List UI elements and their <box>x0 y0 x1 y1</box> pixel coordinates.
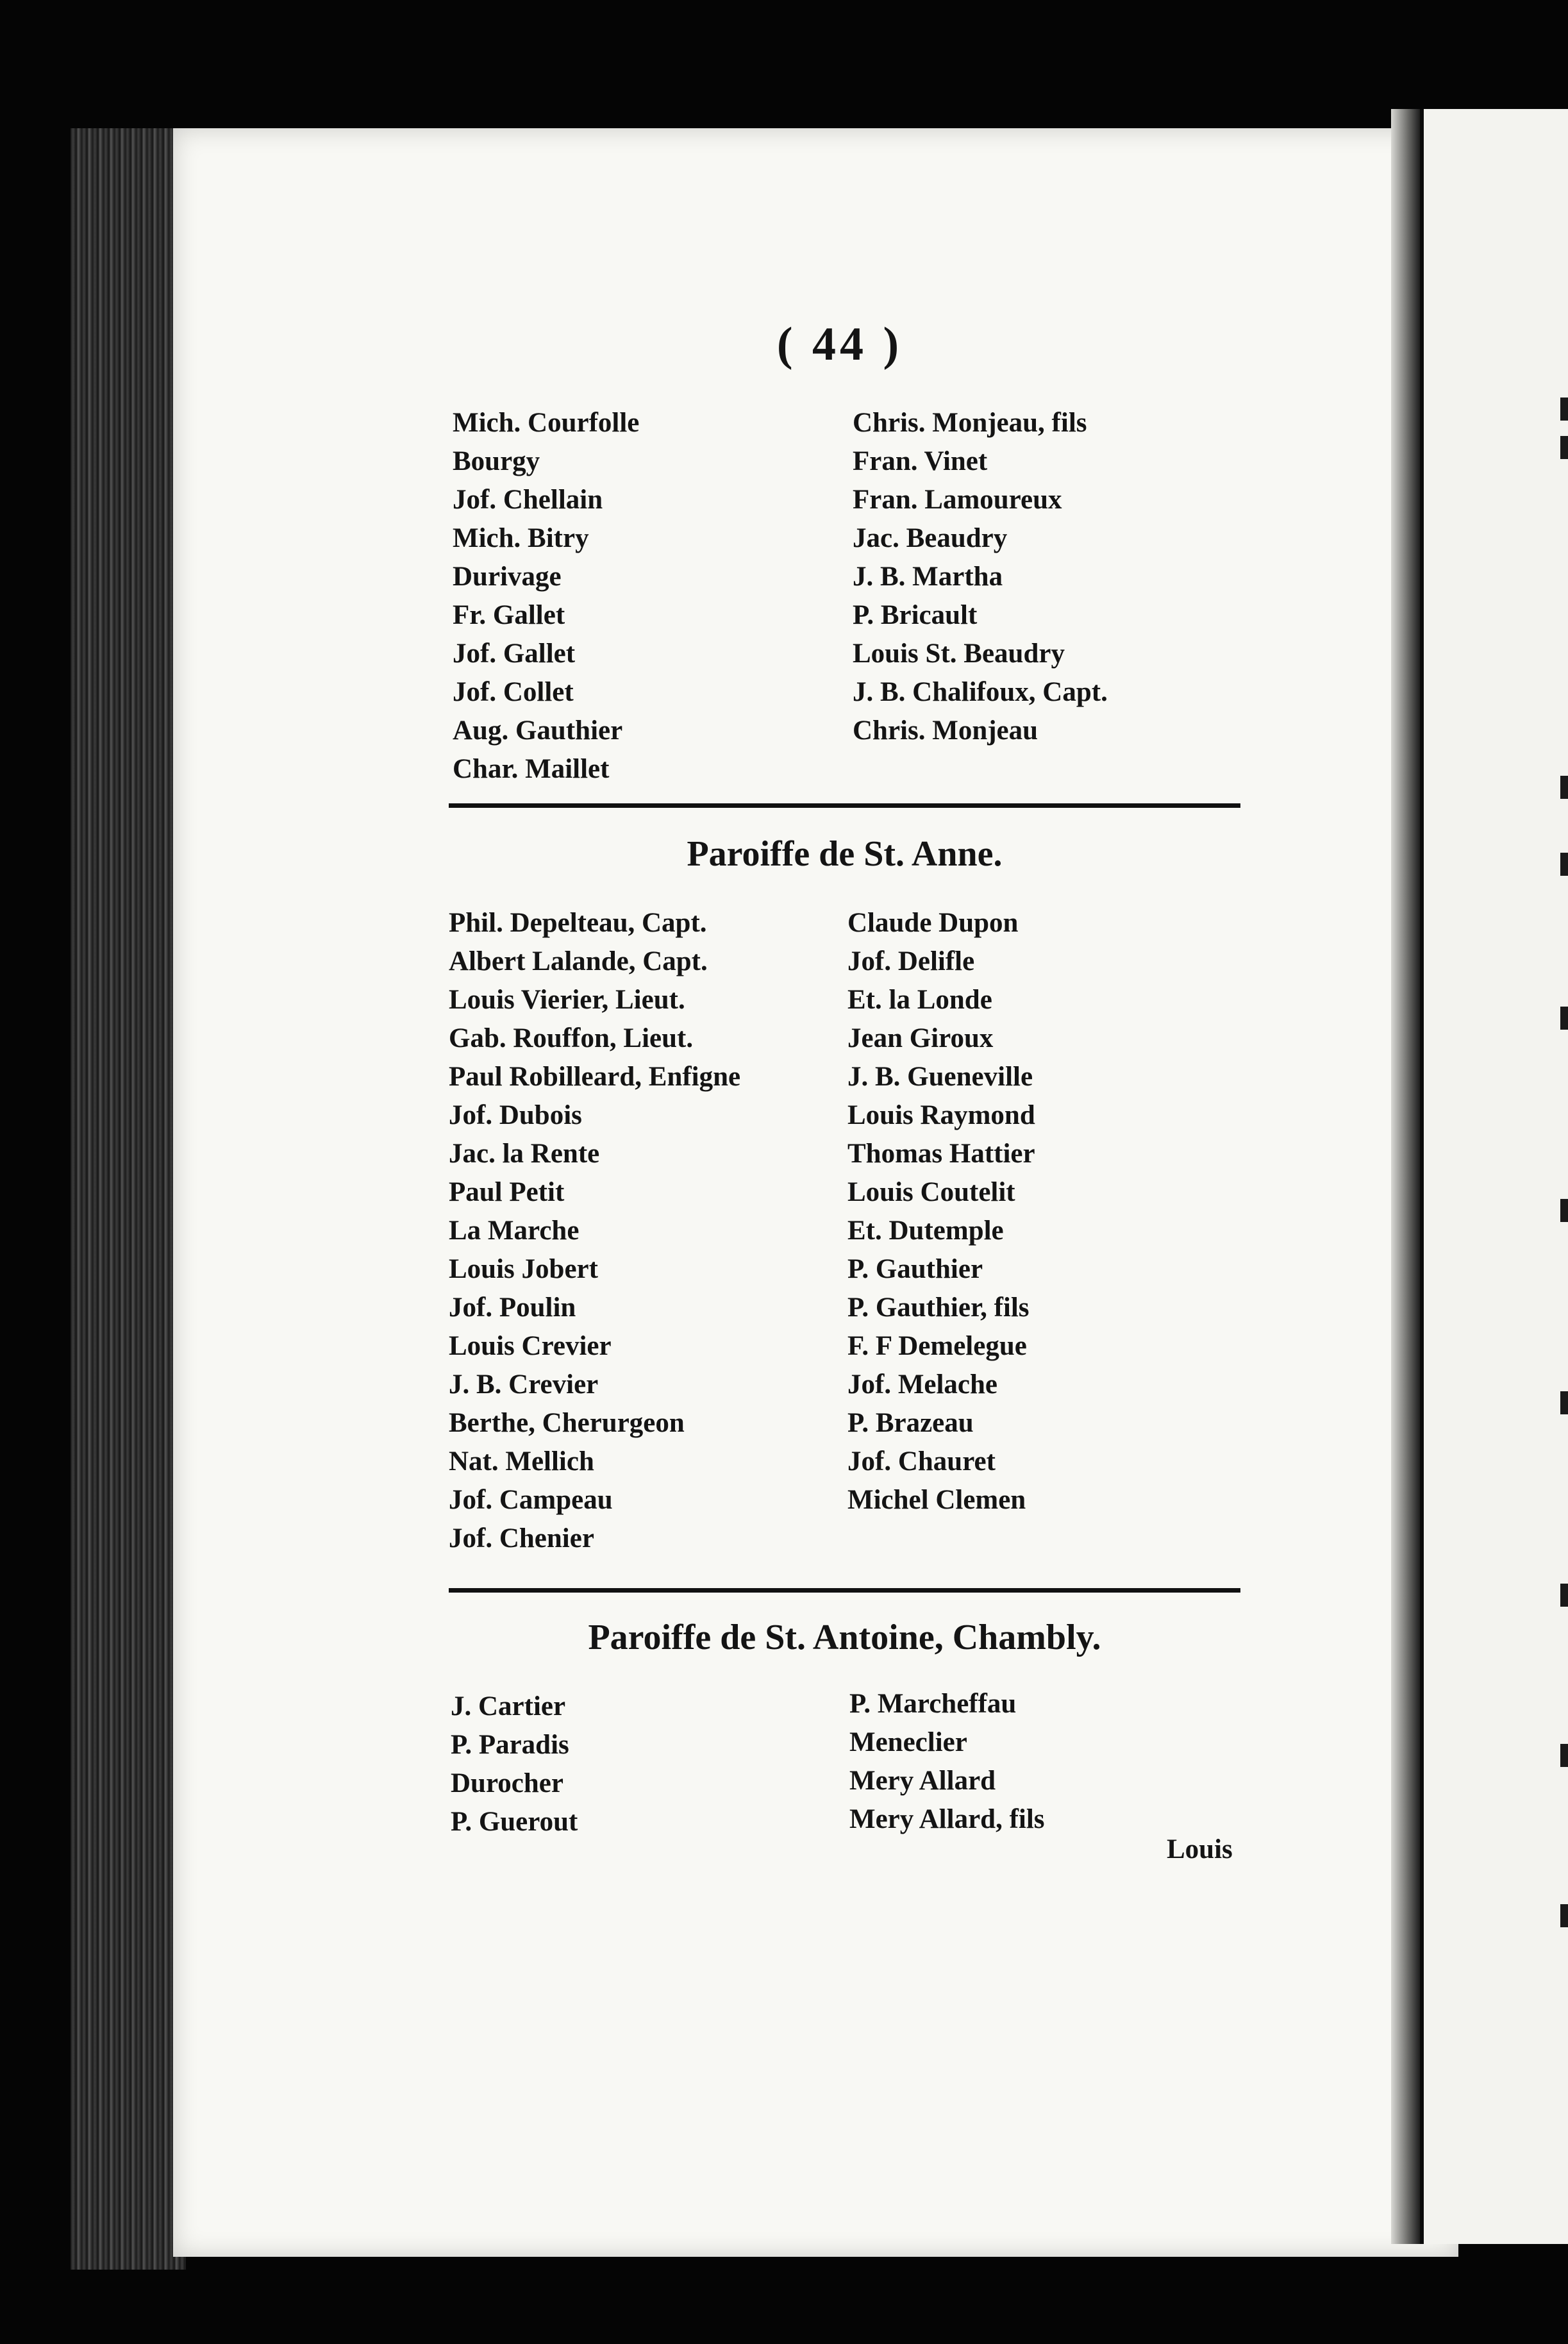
name-entry: Jof. Melache <box>847 1369 998 1400</box>
name-entry: Jof. Gallet <box>453 639 576 669</box>
name-entry: P. Guerout <box>451 1807 578 1837</box>
name-entry: Durivage <box>453 562 562 592</box>
name-entry: Louis Raymond <box>847 1100 1035 1130</box>
name-entry: P. Brazeau <box>847 1408 974 1438</box>
name-entry: Bourgy <box>453 446 540 476</box>
name-entry: Paul Robilleard, Enfigne <box>449 1062 741 1092</box>
name-entry: Jof. Chauret <box>847 1446 996 1477</box>
name-entry: Jof. Dubois <box>449 1100 582 1130</box>
name-entry: Fran. Vinet <box>853 446 988 476</box>
name-entry: Thomas Hattier <box>847 1139 1035 1169</box>
name-entry: Louis Crevier <box>449 1331 612 1361</box>
name-entry: Jean Giroux <box>847 1023 994 1053</box>
name-entry: P. Gauthier <box>847 1254 983 1284</box>
antoine-right-column <box>849 1685 1045 1839</box>
name-entry: Mich. Courfolle <box>453 408 640 438</box>
name-entry: Claude Dupon <box>847 908 1019 938</box>
name-entry: Jac. Beaudry <box>853 523 1008 553</box>
name-entry: J. Cartier <box>451 1691 566 1721</box>
name-entry: Durocher <box>451 1768 563 1798</box>
name-entry: Jof. Poulin <box>449 1293 576 1323</box>
name-entry: J. B. Martha <box>853 562 1003 592</box>
name-entry: Et. Dutemple <box>847 1216 1004 1246</box>
name-entry: Gab. Rouffon, Lieut. <box>449 1023 694 1053</box>
page <box>173 128 1458 2257</box>
name-entry: Jof. Delifle <box>847 946 975 976</box>
name-entry: Aug. Gauthier <box>453 716 623 746</box>
name-entry: Mich. Bitry <box>453 523 589 553</box>
name-entry: Fr. Gallet <box>453 600 565 630</box>
name-entry: Fran. Lamoureux <box>853 485 1062 515</box>
name-entry: Mery Allard <box>849 1766 996 1796</box>
section-divider <box>449 803 1240 808</box>
name-entry: Louis St. Beaudry <box>853 639 1065 669</box>
page-number: ( 44 ) <box>776 318 903 371</box>
name-entry: Phil. Depelteau, Capt. <box>449 908 707 938</box>
name-entry: Mery Allard, fils <box>849 1804 1045 1834</box>
name-entry: La Marche <box>449 1216 580 1246</box>
name-entry: Albert Lalande, Capt. <box>449 946 708 976</box>
name-entry: Louis Coutelit <box>847 1177 1015 1207</box>
name-entry: P. Marcheffau <box>849 1689 1017 1719</box>
section-heading-st-antoine: Paroiffe de St. Antoine, Chambly. <box>588 1618 1101 1657</box>
top-left-column <box>453 404 639 789</box>
antoine-left-column <box>451 1687 578 1841</box>
name-entry: Louis Vierier, Lieut. <box>449 985 685 1015</box>
catchword: Louis <box>1167 1834 1233 1864</box>
facing-page-edge <box>1420 109 1568 2244</box>
name-entry: Chris. Monjeau <box>853 716 1038 746</box>
name-entry: Louis Jobert <box>449 1254 598 1284</box>
name-entry: Berthe, Cherurgeon <box>449 1408 685 1438</box>
anne-left-column <box>449 904 740 1558</box>
name-entry: Jof. Chellain <box>453 485 603 515</box>
name-entry: J. B. Crevier <box>449 1369 599 1400</box>
name-entry: J. B. Chalifoux, Capt. <box>853 677 1108 707</box>
section-divider <box>449 1588 1240 1593</box>
name-entry: Meneclier <box>849 1727 967 1757</box>
name-entry: F. F Demelegue <box>847 1331 1027 1361</box>
name-entry: P. Paradis <box>451 1730 569 1760</box>
book-edge <box>71 128 186 2270</box>
name-entry: Paul Petit <box>449 1177 565 1207</box>
name-entry: Nat. Mellich <box>449 1446 594 1477</box>
name-entry: Jof. Collet <box>453 677 574 707</box>
name-entry: Jof. Chenier <box>449 1523 594 1553</box>
name-entry: J. B. Gueneville <box>847 1062 1033 1092</box>
name-entry: P. Bricault <box>853 600 978 630</box>
name-entry: Chris. Monjeau, fils <box>853 408 1087 438</box>
name-entry: Michel Clemen <box>847 1485 1026 1515</box>
name-entry: Et. la Londe <box>847 985 992 1015</box>
name-entry: Jac. la Rente <box>449 1139 600 1169</box>
anne-right-column <box>847 904 1035 1519</box>
name-entry: Char. Maillet <box>453 754 610 784</box>
section-heading-st-anne: Paroiffe de St. Anne. <box>687 834 1003 874</box>
top-right-column <box>853 404 1108 750</box>
name-entry: Jof. Campeau <box>449 1485 613 1515</box>
name-entry: P. Gauthier, fils <box>847 1293 1030 1323</box>
